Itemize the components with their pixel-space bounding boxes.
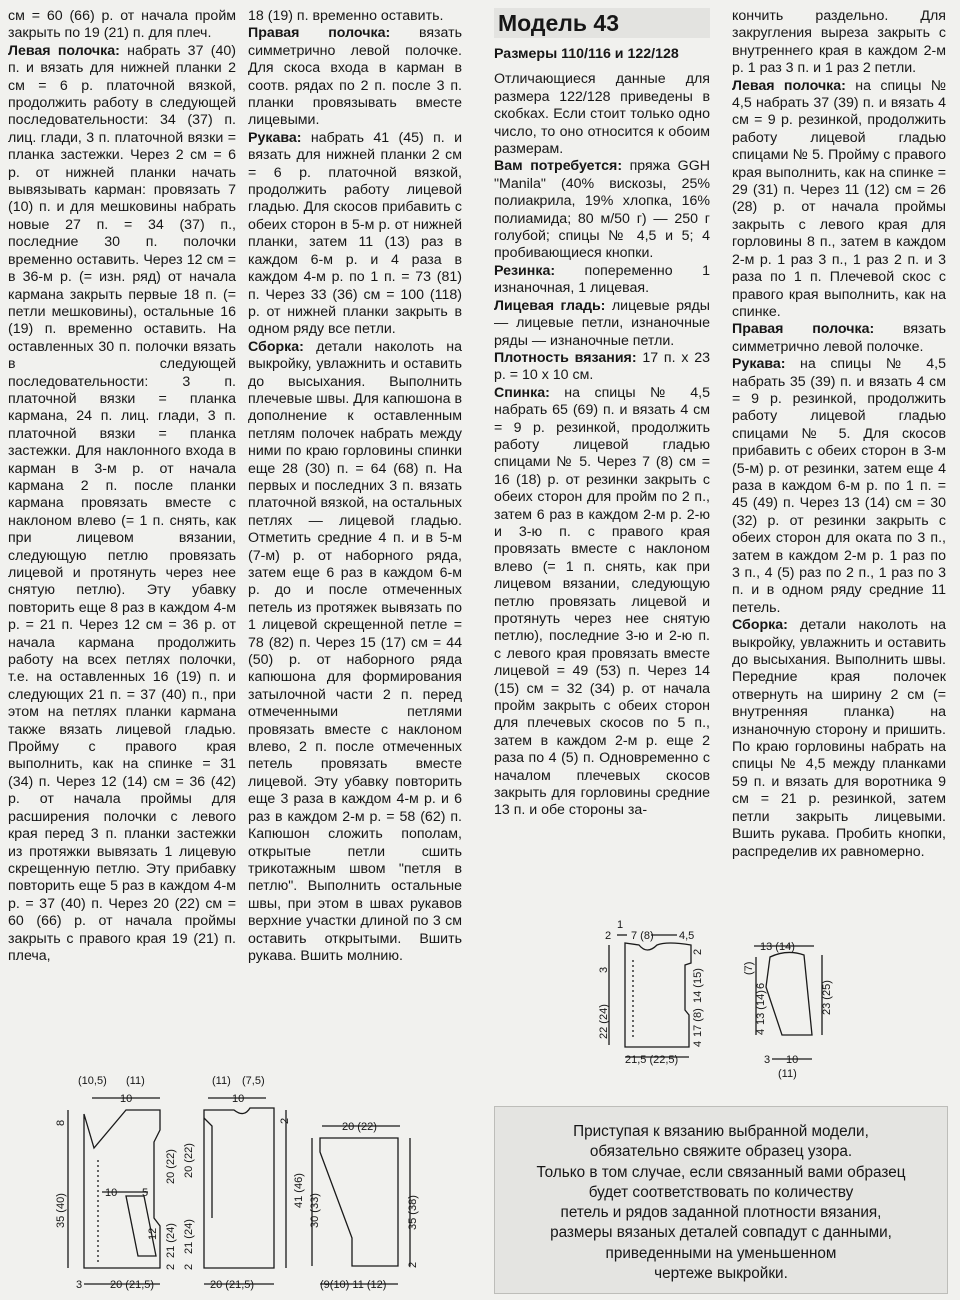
dim-label: 2 (605, 930, 612, 942)
paragraph (732, 78, 946, 322)
dim-label: 6 (755, 982, 767, 989)
schematic-back (178, 1068, 308, 1296)
section-text: вязать симметрично левой полочке. (732, 321, 946, 355)
body-outline (625, 943, 691, 1047)
paragraph (494, 158, 710, 262)
section-heading: Рукава: (732, 356, 786, 373)
dim-label: 3 (764, 1054, 771, 1066)
dim-label: 10 (105, 1187, 118, 1199)
dim-label: 20 (22) (165, 1149, 177, 1184)
dim-label: 10 (232, 1093, 245, 1105)
dim-label: 4,5 (679, 930, 695, 942)
section-heading: Спинка: (494, 384, 550, 401)
dim-label: 20 (21,5) (210, 1279, 255, 1291)
paragraph (732, 321, 946, 356)
back-outline (204, 1108, 274, 1268)
paragraph (494, 263, 710, 298)
paragraph: 18 (19) п. временно оставить. (248, 8, 444, 24)
paragraph (494, 350, 710, 385)
section-heading: Правая полочка: (248, 25, 391, 42)
paragraph (494, 298, 710, 350)
notice-line: будет соответствовать по количеству (588, 1183, 854, 1201)
dim-label: 3 (598, 966, 610, 973)
notice-line: чертеже выкройки. (654, 1265, 788, 1283)
notice-line: Только в том случае, если связанный вами образец (536, 1163, 906, 1181)
text-column-2 (248, 8, 462, 965)
notice-line: петель и рядов заданной плотности вязания, (560, 1204, 882, 1222)
text-column-4 (732, 8, 946, 861)
dim-label: 3 (76, 1279, 83, 1291)
section-heading: Лицевая гладь: (494, 297, 606, 314)
front-outline (84, 1110, 160, 1268)
dim-label: 30 (33) (309, 1193, 321, 1228)
section-heading: Резинка: (494, 262, 556, 279)
dim-label: 2 (407, 1261, 419, 1268)
schematic-sleeve (300, 1108, 420, 1296)
dim-label: 22 (24) (598, 1004, 610, 1039)
dim-label: (7) (743, 961, 755, 975)
armhole-line (204, 1118, 212, 1218)
dim-label: 1 (617, 919, 624, 931)
pocket-outline (126, 1196, 156, 1256)
paragraph (732, 356, 946, 617)
paragraph: см = 60 (66) р. от начала пройм закрыть по 19 (21) п. для плеч. (8, 8, 236, 42)
dim-label: 20 (22) (183, 1143, 195, 1178)
paragraph (8, 43, 236, 966)
dim-label: (11) (778, 1068, 797, 1080)
notice-line: обязательно свяжите образец узора. (589, 1143, 853, 1161)
section-text: на спицы № 4,5 набрать 65 (69) п. и вязать 4 см = 9 р. резинкой, продолжить работу лицевой гладью спицами № 5. Через 7 (8) см = 16 (18) р. от резинки закрыть с обеих сторон для пройм по 2 п., затем 6 раз в каждом 2-м р. 2-ю и 3-ю п. с правого края провязать вместе с наклоном влево (= 1 п. снять, как при лицевом вязании, следующую петлю провязать лицевой и протянуть через нее снятую петлю), последние 3-ю и 2-ю п. с левого края провязать вместе лицевой = 49 (53) п. Через 14 (15) см = 32 (34) р. от начала пройм закрыть с обеих сторон для плечевых скосов по 5 п., затем в каждом 2-м р. еще 2 раза по 4 (5) п. Одновременно с началом плечевых скосов закрыть для горловины средние 13 п. и обе стороны за- (494, 384, 710, 819)
dim-label: 35 (38) (407, 1195, 419, 1230)
dim-label: (11) (126, 1075, 145, 1087)
section-heading: Левая полочка: (732, 77, 846, 94)
dim-label: 4 (692, 1040, 704, 1047)
section-text: вязать симметрично левой полочке. Для скоса входа в карман в соотв. рядах по 2 п. после 3 п. планки провязывать вместе лицевыми. (248, 25, 462, 129)
dim-label: (7,5) (242, 1075, 265, 1087)
section-heading: Рукава: (248, 129, 302, 146)
paragraph: Отличающиеся данные для размера 122/128 приведены в скобках. Если стоит только одно число, то оно относится к обоим размерам. (494, 71, 710, 158)
paragraph (494, 385, 710, 820)
dim-label: 2 (692, 948, 704, 955)
dim-label: 41 (46) (293, 1173, 305, 1208)
schematic-model43-body (595, 915, 705, 1065)
section-text: пряжа GGH "Manila" (40% вискозы, 25% полиакрила, 19% хлопка, 16% полиамида; 80 м/50 г) — 250 г голубой; спицы № 4,5 и 5; 4 пробивающиеся кнопки. (494, 158, 710, 262)
dim-label: 21 (24) (183, 1219, 195, 1254)
section-heading: Левая полочка: (8, 42, 120, 59)
section-heading: Правая полочка: (732, 321, 875, 338)
notice-text (523, 1122, 919, 1284)
model-title: Модель 43 (494, 8, 710, 38)
schematic-front (50, 1068, 180, 1296)
notice-line: Приступая к вязанию выбранной модели, (573, 1123, 869, 1140)
dim-label: 21 (24) (165, 1223, 177, 1258)
paragraph (248, 339, 462, 966)
text-column-3 (494, 8, 710, 820)
section-text: попеременно 1 изнаночная, 1 лицевая. (494, 262, 710, 297)
section-text: на спицы № 4,5 набрать 37 (39) п. и вязать 4 см = 9 р. резинкой, продолжить работу лицевой гладью спицами № 5. Пройму с правого края выполнить, как на спинке = 29 (31) п. Через 11 (12) см = 26 (28) р. от начала проймы закрыть с левого края для горловины 8 п., затем в каждом 2-м р. 1 раз 3 п., 1 раз 2 п. и 3 раза по 1 п. Плечевой скос с правого края выполнить, как на спинке. (732, 77, 947, 320)
section-text: детали наколоть на выкройку, увлажнить и оставить до высыхания. Выполнить плечевые швы. Для капюшона в дополнение к оставленным петлям полочек набрать между ними по краю горловины спинки еще 28 (30) п. = 64 (68) п. На первых и последних 3 п. вязать платочной вязкой, на остальных петлях — лицевой гладью. Отметить средние 4 п. и в 5-м (7-м) р. от наборного ряда, затем еще 6 раз в каждом 6-м р. до и после отмеченных петель из протяжек вывязать по 1 лицевой скрещенной петле = 78 (82) п. Через 15 (17) см = 44 (50) р. от наборного ряда капюшона для формирования затылочной части 2 п. перед отмеченными петлями провязать вместе с наклоном влево, 2 п. после отмеченных петель провязать вместе лицевой. Эту убавку повторить еще 3 раза в каждом 4-м р. и 6 раз в каждом 2-м р. = 58 (62) п. Капюшон сложить пополам, открытые петли сшить трикотажным швом "петля в петлю". Выполнить остальные швы, при этом в швах рукавов верхние участки длиной по 3 см оставить открытыми. Вшить рукава. Вшить молнию. (248, 338, 462, 964)
notice-line: приведенными на уменьшенном (605, 1244, 837, 1262)
section-text: 17 п. х 23 р. = 10 х 10 см. (494, 349, 710, 384)
section-text: лицевые ряды — лицевые петли, изнаночные ряды — изнаночные петли. (494, 297, 710, 349)
section-heading: Плотность вязания: (494, 349, 637, 366)
sizes-heading: Размеры 110/116 и 122/128 (494, 46, 679, 62)
paragraph: кончить раздельно. Для закругления выреза закрыть с внутреннего края в каждом 2-м р. 1 раз 3 п. и 1 раз 2 петли. (732, 8, 946, 77)
section-heading: Сборка: (248, 338, 304, 355)
section-heading: Сборка: (732, 617, 788, 634)
dim-label: 13 (14) (760, 941, 795, 953)
dim-label: (11) (212, 1075, 231, 1087)
paragraph (732, 617, 946, 861)
dim-label: 35 (40) (55, 1193, 67, 1228)
section-text: на спицы № 4,5 набрать 35 (39) п. и вязать 4 см = 9 р. резинкой, продолжить работу лицевой гладью спицами № 5. Для скосов прибавить с обеих сторон в 3-м (5-м) р. от резинки, затем еще 4 раза в каждом 6-м р. по 1 п. = 45 (49) п. Через 13 (14) см = 30 (32) р. от резинки закрыть с обеих сторон для оката по 3 п., затем в каждом 2-м р. 1 раз по 3 п., 4 (5) раз по 2 п., 1 раз по 3 п. и в одном ряду средние 11 петель. (732, 356, 946, 616)
sleeve-outline (320, 1138, 398, 1266)
dim-label: (10,5) (78, 1075, 107, 1087)
dim-label: 20 (22) (342, 1121, 377, 1133)
text-column-1 (8, 8, 236, 965)
dim-label: 14 (15) (692, 968, 704, 1003)
dim-label: (9(10) 11 (12) (320, 1279, 387, 1291)
notice-line: размеры вязаных деталей совпадут с данными, (550, 1224, 892, 1242)
section-heading: Вам потребуется: (494, 158, 623, 175)
paragraph (248, 130, 462, 339)
sleeve-outline (766, 952, 812, 1035)
dim-label: 17 (8) (692, 1008, 704, 1037)
paragraph (248, 25, 462, 129)
dim-label: 10 (120, 1093, 133, 1105)
dim-label: 2 (183, 1263, 195, 1270)
section-text: набрать 41 (45) п. и вязать для нижней планки 2 см = 6 р. платочной вязкой, продолжить работу лицевой гладью. Для скосов прибавить с обеих сторон в 5-м р. от нижней планки, затем 11 (13) раз в каждом 6-м р. и 4 раза в каждом 4-м р. по 1 п. = 73 (81) п. Через 33 (36) см = 100 (118) р. от нижней планки закрыть в одном ряду все петли. (248, 129, 462, 338)
dim-label: 7 (8) (631, 930, 654, 942)
dim-label: 2 (165, 1263, 177, 1270)
section-text: набрать 37 (40) п. и вязать для нижней планки 2 см = 6 р. платочной вязкой, продолжить работу в следующей последовательности: 34 (37) п. лиц. глади, 3 п. платочной вязки = планка застежки. Через 2 см = 6 р. от нижней планки начать вывязывать карман: провязать 7 (10) п. и для мешковины набрать новые 27 п. = 34 (37) п., последние 30 п. полочки временно оставить. Через 12 см = в 36-м р. (= изн. ряд) от начала кармана закрыть первые 18 п. (= петли мешковины), остальные 16 (19) п. временно оставить. На оставленных 30 п. полочки вязать в следующей последовательности: 3 п. платочной вязки = планка кармана, 24 п. лиц. глади, 3 п. платочной вязки = планка застежки. Для наклонного входа в карман в 3-м р. от начала кармана 2 п. после планки кармана провязать вместе с наклоном влево (= 1 п. снять, как при лицевом вязании, следующую петлю провязать лицевой и протянуть через нее снятую петлю). Эту убавку повторить еще 8 раз в каждом 4-м р. = 21 п. Через 12 см = 36 р. от начала кармана продолжить работу на всех петлях полочки, т.е. на оставленных 16 (19) п. и следующих 21 п. = 37 (40) п., при этом на петлях планки кармана также вязать лицевой гладью. Пройму с правого края выполнить, как на спинке = 31 (34) п. Через 12 (14) см = 36 (42) р. от начала проймы для расширения полочки с левого края перед 3 п. планки застежки из протяжки вывязать 1 лицевую скрещенную петлю. Эту прибавку повторить еще 5 раз в каждом 4-м р. = 37 (40) п. Через 20 (22) см = 60 (66) р. от начала проймы закрыть с правого края 19 (21) п. плеча, (8, 42, 237, 964)
dim-label: 4 (755, 1028, 767, 1035)
section-text: детали наколоть на выкройку, увлажнить и оставить до высыхания. Выполнить швы. Передние края полочек отвернуть на ширину 2 см (= внутренняя планка) на изнаночную сторону и пришить. По краю горловины набрать на спицы № 4,5 между планками 59 п. и вязать для воротника 9 см = 21 р. резинкой, затем петли закрыть лицевыми. Вшить рукава. Пробить кнопки, распределив их равномерно. (732, 617, 946, 860)
dim-label: 13 (14) (755, 990, 767, 1025)
dim-label: 23 (25) (821, 980, 833, 1015)
dim-label: 10 (786, 1054, 799, 1066)
dim-label: 21,5 (22,5) (625, 1054, 679, 1066)
dim-label: 8 (55, 1119, 67, 1126)
dim-label: 2 (279, 1117, 291, 1124)
notice-box (494, 1106, 948, 1294)
dim-label: 20 (21,5) (110, 1279, 155, 1291)
dim-label: 5 (142, 1187, 149, 1199)
schematic-model43-sleeve (742, 935, 832, 1085)
dim-label: 12 (147, 1227, 159, 1240)
